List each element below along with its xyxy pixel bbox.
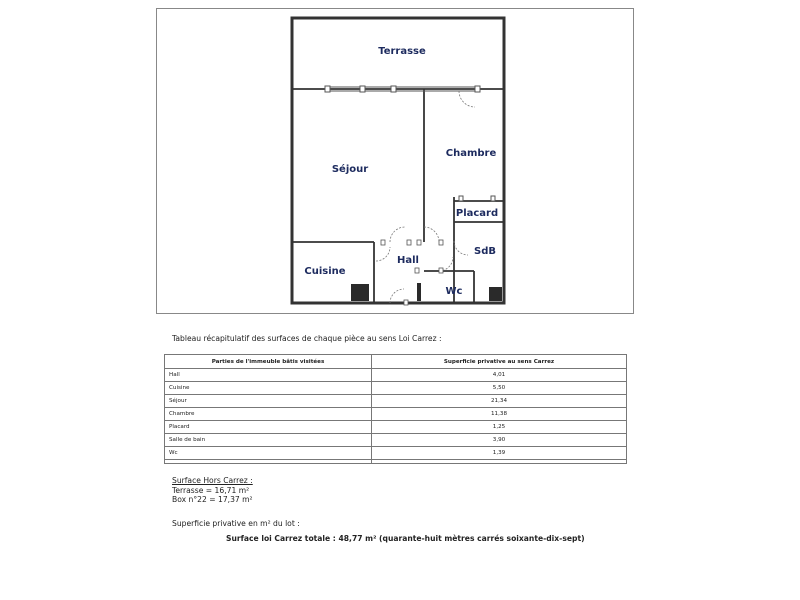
hors-carrez-terrasse: Terrasse = 16,71 m² xyxy=(172,485,250,495)
room-name: Wc xyxy=(165,447,372,460)
table-row xyxy=(165,395,627,408)
table-row xyxy=(165,447,627,460)
floor-plan-frame xyxy=(156,8,634,314)
bathroom-fixture xyxy=(489,287,502,301)
room-surface: 3,90 xyxy=(372,434,627,447)
room-label-terrasse: Terrasse xyxy=(378,46,426,57)
column-header-parties: Parties de l'immeuble bâtis visitées xyxy=(165,355,372,369)
room-surface: 5,50 xyxy=(372,382,627,395)
floor-plan xyxy=(157,9,633,313)
room-label-chambre: Chambre xyxy=(445,148,497,159)
surface-table xyxy=(164,354,627,464)
hors-carrez-box: Box n°22 = 17,37 m² xyxy=(172,495,253,504)
door-markers xyxy=(381,240,443,305)
entrance-post xyxy=(417,283,421,301)
table-row xyxy=(165,421,627,434)
room-label-placard: Placard xyxy=(455,208,499,219)
table-row xyxy=(165,434,627,447)
hors-carrez-section xyxy=(172,476,253,505)
table-row xyxy=(165,408,627,421)
table-caption: Tableau récapitulatif des surfaces de chaque pièce au sens Loi Carrez : xyxy=(172,334,442,343)
room-surface: 21,34 xyxy=(372,395,627,408)
kitchen-fixture xyxy=(351,284,369,301)
room-label-hall: Hall xyxy=(397,255,419,266)
table-row xyxy=(165,369,627,382)
column-header-superficie: Superficie privative au sens Carrez xyxy=(372,355,627,369)
room-name: Salle de bain xyxy=(165,434,372,447)
room-label-wc: Wc xyxy=(445,286,463,297)
windows xyxy=(325,86,495,201)
total-carrez-line: Surface loi Carrez totale : 48,77 m² (quarante-huit mètres carrés soixante-dix-sept) xyxy=(226,534,585,543)
room-name: Cuisine xyxy=(165,382,372,395)
room-surface: 1,39 xyxy=(372,447,627,460)
room-label-sejour: Séjour xyxy=(331,164,369,175)
room-name: Hall xyxy=(165,369,372,382)
table-row xyxy=(165,382,627,395)
room-surface: 11,38 xyxy=(372,408,627,421)
room-name: Séjour xyxy=(165,395,372,408)
room-label-cuisine: Cuisine xyxy=(304,266,346,277)
hors-carrez-title: Surface Hors Carrez : xyxy=(172,476,253,485)
room-label-sdb: SdB xyxy=(474,246,496,257)
privative-label: Superficie privative en m² du lot : xyxy=(172,519,300,528)
room-name: Chambre xyxy=(165,408,372,421)
table-empty-row xyxy=(165,460,627,464)
room-surface: 1,25 xyxy=(372,421,627,434)
room-name: Placard xyxy=(165,421,372,434)
table-header-row xyxy=(165,355,627,369)
room-surface: 4,01 xyxy=(372,369,627,382)
